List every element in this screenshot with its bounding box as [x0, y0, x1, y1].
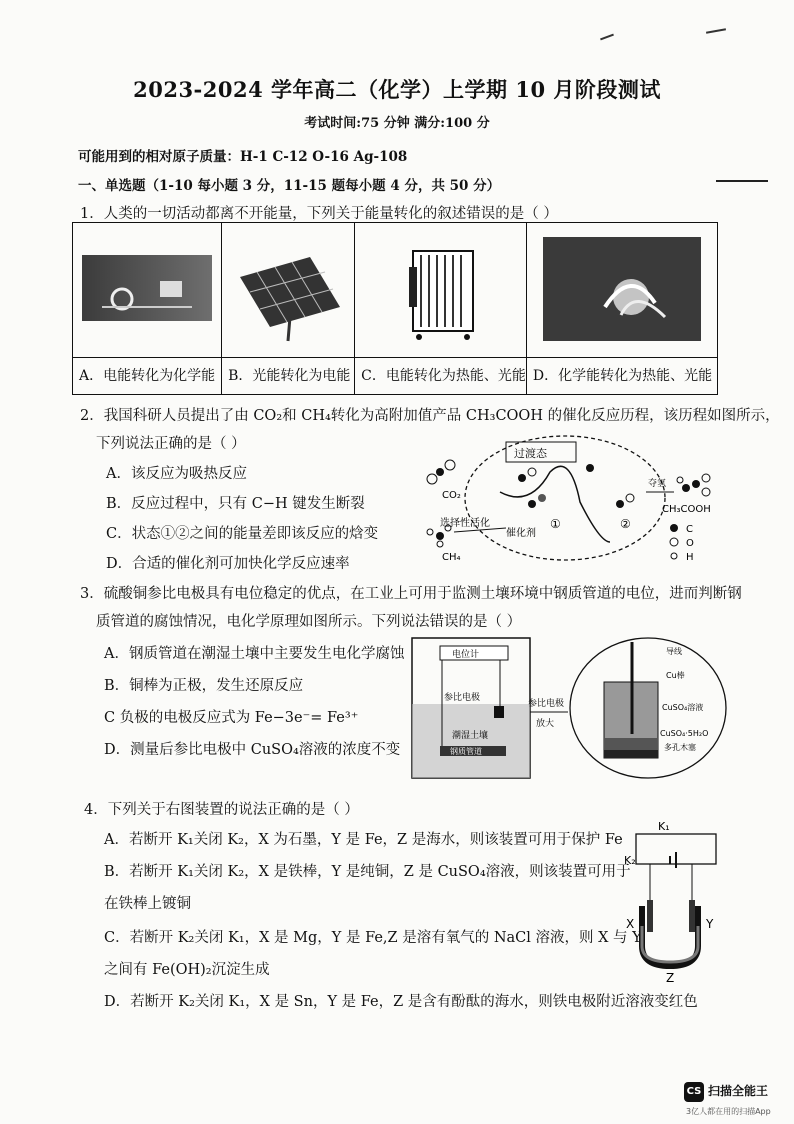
reaction-boundary	[465, 436, 665, 560]
q2-option-d: D．合适的催化剂可加快化学反应速率	[106, 556, 350, 572]
q4-option-c: C．若断开 K₂关闭 K₁，X 是 Mg，Y 是 Fe,Z 是溶有氧气的 NaCl 溶液，则 X 与 Y	[104, 930, 642, 946]
q1-option-a: A．电能转化为化学能	[73, 357, 221, 394]
q1-image-b	[222, 223, 354, 357]
q2-option-c: C．状态①②之间的能量差即该反应的焓变	[106, 526, 379, 542]
takeoff-label: 夺氢	[648, 479, 667, 489]
atomic-masses: 可能用到的相对原子质量：H-1 C-12 O-16 Ag-108	[78, 149, 408, 165]
ref-label: 参比电极	[444, 693, 481, 703]
k1-label: K₁	[658, 820, 670, 833]
q1-option-c: C．电能转化为热能、光能	[355, 357, 526, 394]
q3-option-b: B．铜棒为正极，发生还原反应	[104, 678, 304, 694]
q3-option-a: A．钢质管道在潮湿土壤中主要发生电化学腐蚀	[104, 646, 405, 662]
q2-reaction-diagram	[410, 432, 730, 572]
product-label: CH₃COOH	[662, 504, 711, 515]
q3-stem-line1: 3．硫酸铜参比电极具有电位稳定的优点，在工业上可用于监测土壤环境中钢质管道的电位，进而判断钢	[80, 586, 742, 602]
q1-image-table	[72, 222, 718, 395]
q1-stem: 1．人类的一切活动都离不开能量，下列关于能量转化的叙述错误的是（ ）	[80, 206, 558, 222]
legend-o: O	[686, 538, 694, 549]
q2-stem-line1: 2．我国科研人员提出了由 CO₂和 CH₄转化为高附加值产品 CH₃COOH 的催化反应历程，该历程如图所示，	[80, 408, 780, 424]
wire-label: 导线	[666, 647, 682, 656]
q1-option-b: B．光能转化为电能	[222, 357, 354, 394]
q4-stem: 4．下列关于右图装置的说法正确的是（ ）	[84, 802, 359, 818]
q1-option-d: D．化学能转化为热能、光能	[527, 357, 717, 394]
ch4-label: CH₄	[442, 552, 461, 563]
solution-label: CuSO₄溶液	[662, 703, 704, 712]
q3-option-c: C 负极的电极反应式为 Fe−3e⁻= Fe³⁺	[104, 710, 359, 726]
page-title: 2023-2024 学年高二（化学）上学期 10 月阶段测试	[133, 77, 661, 102]
k2-label: K₂	[624, 854, 636, 867]
scan-mark	[716, 180, 768, 182]
product-molecule	[677, 474, 710, 496]
pipe-label: 钢质管道	[450, 747, 482, 756]
legend-c-icon	[670, 524, 678, 532]
q4-option-d: D．若断开 K₂关闭 K₁，X 是 Sn，Y 是 Fe，Z 是含有酚酞的海水，则铁电极附近溶液变红色	[104, 994, 698, 1010]
y-label: Y	[706, 917, 714, 931]
q4-option-c-cont: 之间有 Fe(OH)₂沉淀生成	[104, 962, 270, 978]
q4-option-b-cont: 在铁棒上镀铜	[104, 896, 191, 912]
q2-stem-line2: 下列说法正确的是（ ）	[96, 436, 246, 452]
camscanner-logo: CS	[684, 1082, 704, 1102]
crystal-label: CuSO₄·5H₂O	[660, 729, 709, 738]
meter-label: 电位计	[452, 650, 480, 660]
q4-option-b: B．若断开 K₁关闭 K₂，X 是铁棒，Y 是纯铜，Z 是 CuSO₄溶液，则该装置可用于	[104, 864, 631, 880]
section-heading: 一、单选题（1-10 每小题 3 分，11-15 题每小题 4 分，共 50 分）	[78, 178, 501, 194]
cu-label: Cu棒	[666, 671, 685, 680]
state1-label: ①	[550, 517, 561, 531]
enlarge-label-2: 放大	[536, 719, 555, 729]
x-label: X	[626, 917, 635, 931]
q1-image-d	[527, 223, 717, 357]
q2-option-b: B．反应过程中，只有 C−H 键发生断裂	[106, 496, 365, 512]
legend-c: C	[686, 524, 693, 535]
state2-label: ②	[620, 517, 631, 531]
q4-circuit-diagram	[620, 816, 730, 986]
scan-mark	[600, 34, 614, 41]
q1-image-a	[73, 223, 221, 357]
q3-option-d: D．测量后参比电极中 CuSO₄溶液的浓度不变	[104, 742, 401, 758]
q4-option-a: A．若断开 K₁关闭 K₂，X 为石墨，Y 是 Fe，Z 是海水，则该装置可用于保护 Fe	[104, 832, 623, 848]
camscanner-brand: 扫描全能王	[708, 1084, 769, 1098]
co2-molecule	[427, 460, 455, 484]
soil-label: 潮湿土壤	[452, 731, 489, 741]
exam-info: 考试时间:75 分钟 满分:100 分	[304, 116, 490, 131]
electrode-x	[647, 900, 653, 932]
legend-o-icon	[670, 538, 678, 546]
scan-mark	[706, 28, 726, 33]
camscanner-tagline: 3亿人都在用的扫描App	[686, 1107, 771, 1116]
q3-stem-line2: 质管道的腐蚀情况，电化学原理如图所示。下列说法错误的是（ ）	[96, 614, 522, 630]
selective-label: 选择性活化	[440, 518, 490, 529]
legend-h-icon	[671, 553, 677, 559]
soil-region	[412, 704, 530, 778]
enlarge-label: 参比电极	[528, 699, 565, 709]
catalyst-label: 催化剂	[506, 528, 536, 539]
electrode-y	[689, 900, 695, 932]
legend-h: H	[686, 552, 694, 563]
q3-electrode-diagram	[410, 634, 728, 780]
wood-label: 多孔木塞	[664, 743, 696, 752]
transition-label: 过渡态	[514, 447, 547, 460]
z-label: Z	[666, 971, 675, 985]
q1-image-c	[355, 223, 526, 357]
co2-label: CO₂	[442, 490, 461, 501]
q2-option-a: A．该反应为吸热反应	[106, 466, 247, 482]
